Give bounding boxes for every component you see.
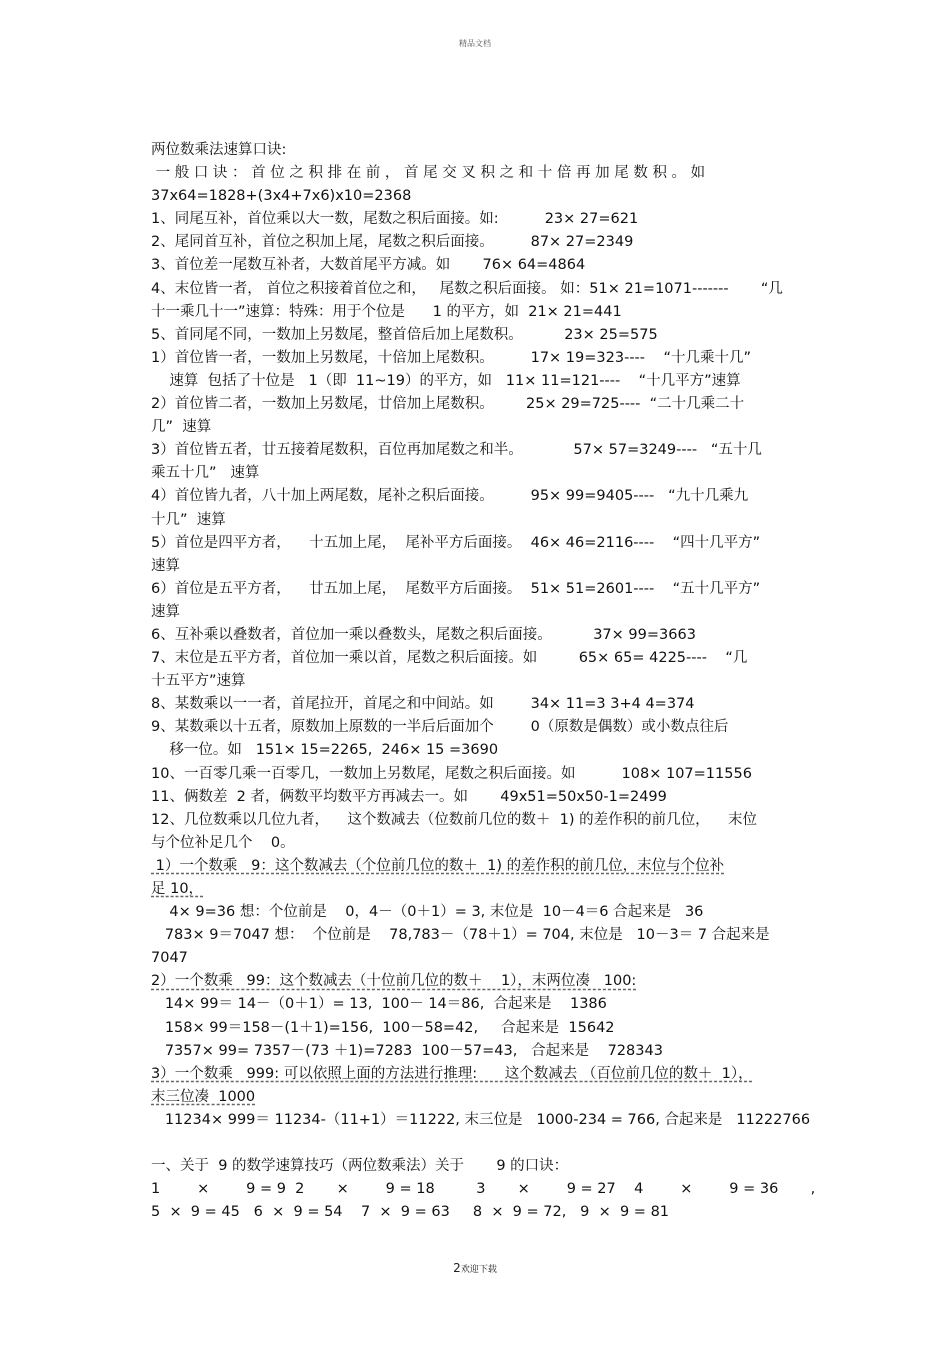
blank-line xyxy=(151,1132,803,1155)
text-line: 10、一百零几乘一百零几，一数加上另数尾，尾数之积后面接。如 108× 107=11556 xyxy=(151,765,752,782)
text-line: 2、尾同首互补，首位之积加上尾，尾数之积后面接。 87× 27=2349 xyxy=(151,234,634,251)
text-line: 一 般 口 诀 ： 首 位 之 积 排 在 前 ， 首 尾 交 叉 积 之 和 十 倍 再 加 尾 数 积 。 如 xyxy=(151,165,706,182)
doc-title: 两位数乘法速算口诀: xyxy=(151,142,287,158)
text-line: 速算 xyxy=(151,603,180,620)
text-line: 1 × 9 = 9 2 × 9 = 18 3 × 9 = 27 4 × 9 = 36 , xyxy=(151,1181,816,1198)
page-number: 2 xyxy=(453,1261,461,1275)
text-line: 12、几位数乘以几位九者， 这个数减去（位数前几位的数＋ 1) 的差作积的前几位， 末位 xyxy=(151,811,758,828)
text-line: 5 × 9 = 45 6 × 9 = 54 7 × 9 = 63 8 × 9 = 72, 9 × 9 = 81 xyxy=(151,1204,670,1221)
text-line: 1）首位皆一者，一数加上另数尾，十倍加上尾数积。 17× 19=323---- “十几乘十几” xyxy=(151,349,751,366)
page-footer xyxy=(0,1261,950,1275)
text-line: 速算 包括了十位是 1（即 11~19）的平方，如 11× 11=121---- “十几平方”速算 xyxy=(151,372,741,389)
text-line: 11、俩数差 2 者，俩数平均数平方再减去一。如 49x51=50x50-1=2499 xyxy=(151,788,667,805)
text-line: 9、某数乘以十五者，原数加上原数的一半后后面加个 0（原数是偶数）或小数点往后 xyxy=(151,719,729,736)
text-line: 5）首位是四平方者， 十五加上尾， 尾补平方后面接。 46× 46=2116---- “四十几平方” xyxy=(151,534,761,551)
text-line: 几” 速算 xyxy=(151,419,212,436)
text-line: 4、末位皆一者， 首位之积接着首位之和， 尾数之积后面接。 如：51× 21=1071------- “几 xyxy=(151,280,783,297)
text-line: 移一位。如 151× 15=2265, 246× 15 =3690 xyxy=(151,742,499,759)
text-line: 783× 9＝7047 想： 个位前是 78,783－（78＋1）= 704, 末位是 10－3＝ 7 合起来是 xyxy=(151,927,770,944)
text-line: 6）首位是五平方者， 廿五加上尾， 尾数平方后面接。 51× 51=2601---- “五十几平方” xyxy=(151,580,761,597)
text-line: 十几” 速算 xyxy=(151,511,226,528)
text-line: 3）首位皆五者，廿五接着尾数积，百位再加尾数之和半。 57× 57=3249---- “五十几 xyxy=(151,442,762,459)
page-header: 精品文档 xyxy=(459,39,491,48)
text-line: 37x64=1828+(3x4+7x6)x10=2368 xyxy=(151,188,412,205)
text-line: 7、末位是五平方者，首位加一乘以首，尾数之积后面接。如 65× 65= 4225---- “几 xyxy=(151,650,748,667)
footer-text: 欢迎下载 xyxy=(460,1265,497,1275)
text-line: 158× 99＝158－(1＋1)=156, 100－58=42, 合起来是 15642 xyxy=(151,1019,615,1036)
text-line: 3、首位差一尾数互补者，大数首尾平方减。如 76× 64=4864 xyxy=(151,257,586,274)
text-line: 1、同尾互补，首位乘以大一数，尾数之积后面接。如: 23× 27=621 xyxy=(151,211,639,228)
underlined-line: 3）一个数乘 999: 可以依照上面的方法进行推理: 这个数减去 （百位前几位的数＋ 1）， xyxy=(151,1065,753,1082)
text-line: 速算 xyxy=(151,557,180,574)
text-line: 乘五十几” 速算 xyxy=(151,465,260,482)
text-line: 7047 xyxy=(151,950,188,967)
text-line: 4× 9=36 想：个位前是 0，4－（0＋1）= 3, 末位是 10－4＝6 合起来是 36 xyxy=(151,904,704,921)
text-line: 7357× 99= 7357－(73 ＋1)=7283 100－57=43, 合起来是 728343 xyxy=(151,1042,663,1059)
text-line: 11234× 999＝ 11234-（11+1）＝11222, 末三位是 1000-234 = 766, 合起来是 11222766 xyxy=(151,1111,811,1128)
underlined-line: 2）一个数乘 99：这个数减去（十位前几位的数＋ 1），末两位凑 100: xyxy=(151,973,637,990)
text-line: 与个位补足几个 0。 xyxy=(151,834,295,851)
underlined-line: 足 10， xyxy=(151,881,204,897)
text-line: 4）首位皆九者，八十加上两尾数，尾补之积后面接。 95× 99=9405---- “九十几乘九 xyxy=(151,488,749,505)
text-line: 2）首位皆二者，一数加上另数尾，廿倍加上尾数积。 25× 29=725---- “二十几乘二十 xyxy=(151,396,745,413)
text-line: 十一乘几十一”速算：特殊：用于个位是 1 的平方，如 21× 21=441 xyxy=(151,303,622,320)
underlined-line: 末三位凑 1000 xyxy=(151,1088,256,1105)
text-line: 6、互补乘以叠数者，首位加一乘以叠数头，尾数之积后面接。 37× 99=3663 xyxy=(151,626,696,643)
text-line: 14× 99＝ 14－（0＋1）= 13, 100－ 14＝86, 合起来是 1386 xyxy=(151,996,607,1013)
text-line: 十五平方”速算 xyxy=(151,673,246,690)
section-heading: 一、关于 9 的数学速算技巧（两位数乘法）关于 9 的口诀： xyxy=(151,1158,569,1175)
text-line: 8、某数乘以一一者，首尾拉开，首尾之和中间站。如 34× 11=3 3+4 4=374 xyxy=(151,696,695,713)
document-body xyxy=(151,139,816,1224)
underlined-line: 1）一个数乘 9：这个数减去（个位前几位的数＋ 1) 的差作积的前几位，末位与个位补 xyxy=(151,857,725,874)
text-line: 5、首同尾不同，一数加上另数尾，整首倍后加上尾数积。 23× 25=575 xyxy=(151,326,658,343)
